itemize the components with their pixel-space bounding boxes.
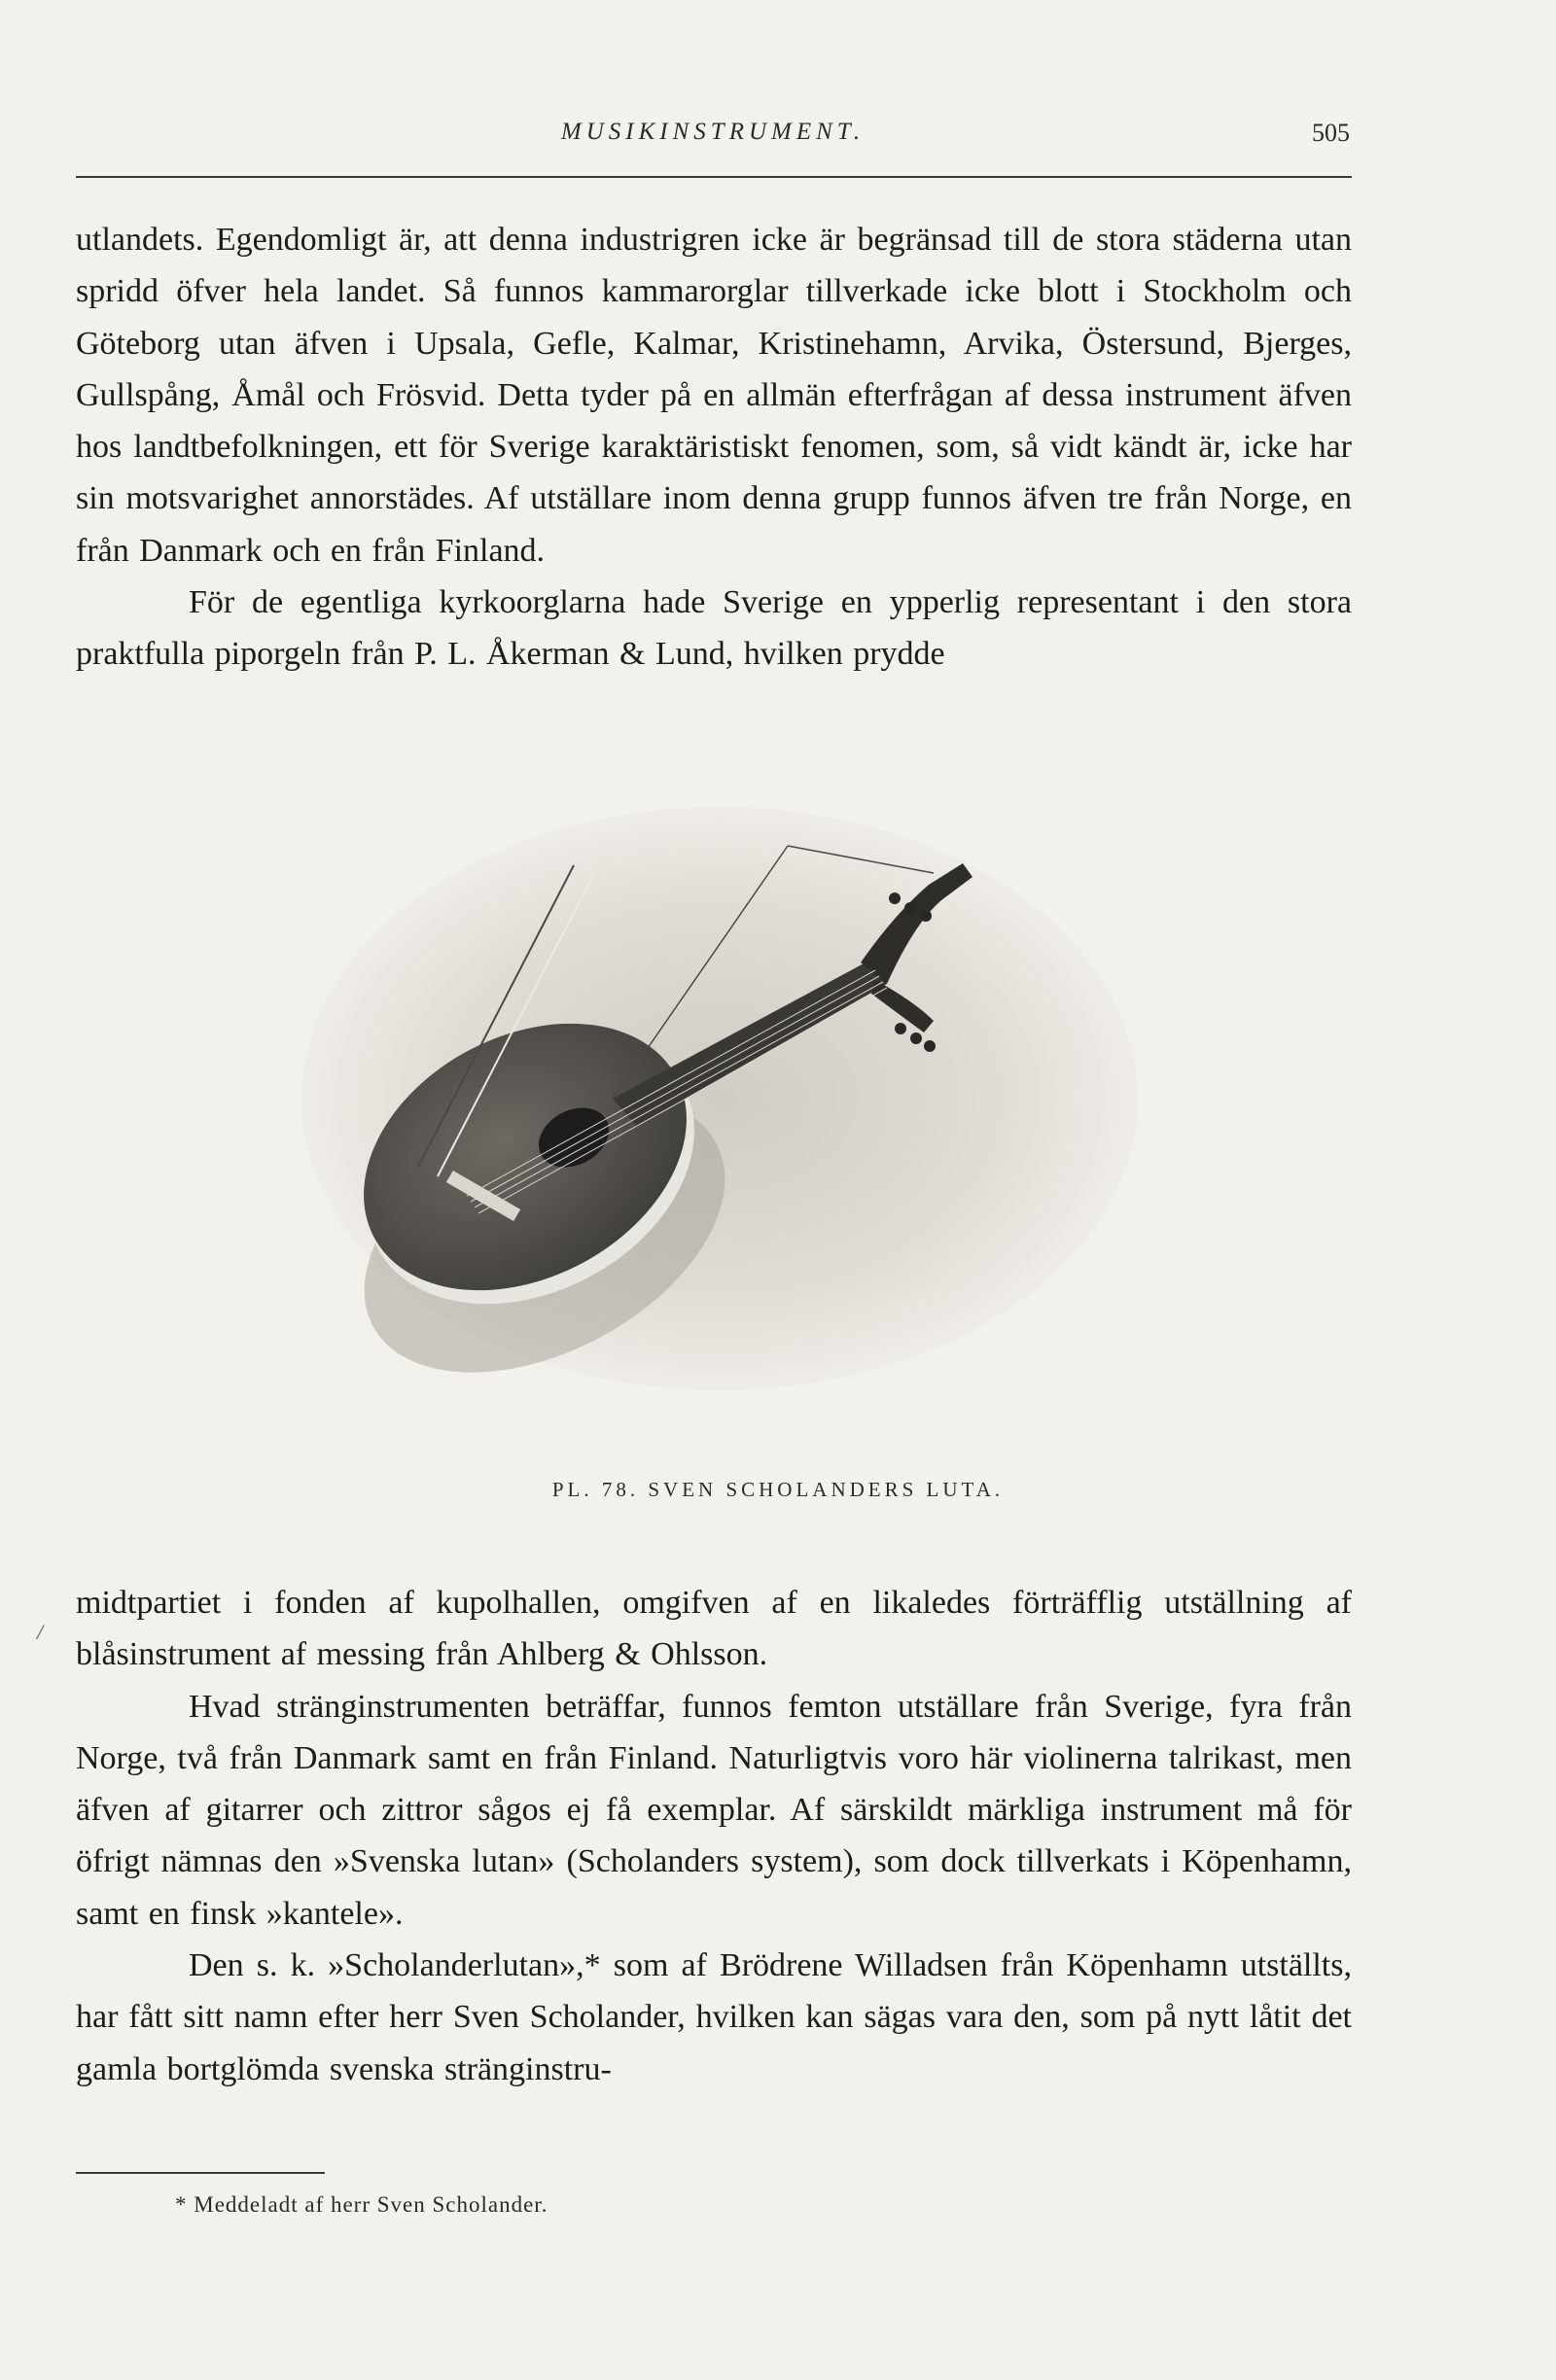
paragraph: utlandets. Egendomligt är, att denna industrigren icke är begränsad till de stora städerna utan spridd öfver hela landet. Så funnos kammarorglar tillverkade icke blott i Stockholm och Göteborg utan äfven i Upsala, Gefle, Kalmar, Kristinehamn, Arvika, Östersund, Bjerges, Gullspång, Åmål och Frösvid. Detta tyder på en allmän efterfrågan af dessa instrument äfven hos landtbefolkningen, ett för Sverige karaktäristiskt fenomen, som, så vidt kändt är, icke har sin motsvarighet annorstädes. Af utställare inom denna grupp funnos äfven tre från Norge, en från Danmark och en från Finland. [76, 222, 1352, 569]
footnote: * Meddeladt af herr Sven Scholander. [175, 2192, 548, 2217]
figure-caption: PL. 78. SVEN SCHOLANDERS LUTA. [551, 1478, 1005, 1501]
running-head [76, 119, 1350, 158]
stray-mark: / [37, 1620, 44, 1644]
page-number: 505 [1312, 119, 1350, 147]
header-rule [76, 176, 1352, 178]
paragraph: Den s. k. »Scholanderlutan»,* som af Brödrene Willadsen från Köpenhamn utställts, har fått sitt namn efter herr Sven Scholander, hvilken kan sägas vara den, som på nytt låtit det gamla bortglömda svenska stränginstru- [76, 1947, 1352, 2087]
body-text-top [76, 214, 1352, 681]
paragraph: Hvad stränginstrumenten beträffar, funnos femton utställare från Sverige, fyra från Norge, två från Danmark samt en från Finland. Naturligtvis voro här violinerna talrikast, men äfven af gitarrer och zittror sågos ej få exemplar. Af särskildt märkliga instrument må för öfrigt nämnas den »Svenska lutan» (Scholanders system), som dock tillverkats i Köpenhamn, samt en finsk »kantele». [76, 1688, 1352, 1932]
lute-image [292, 807, 1148, 1429]
paragraph: midtpartiet i fonden af kupolhallen, omgifven af en likaledes förträfflig utställning af blåsinstrument af messing från Ahlberg & Ohlsson. [76, 1585, 1352, 1673]
body-text-bottom [76, 1577, 1352, 2095]
lute-illustration [292, 807, 1148, 1429]
running-title: MUSIKINSTRUMENT. [560, 119, 866, 145]
paragraph: För de egentliga kyrkoorglarna hade Sverige en ypperlig representant i den stora praktfulla piporgeln från P. L. Åkerman & Lund, hvilken prydde [76, 584, 1352, 673]
footnote-rule [76, 2172, 325, 2174]
